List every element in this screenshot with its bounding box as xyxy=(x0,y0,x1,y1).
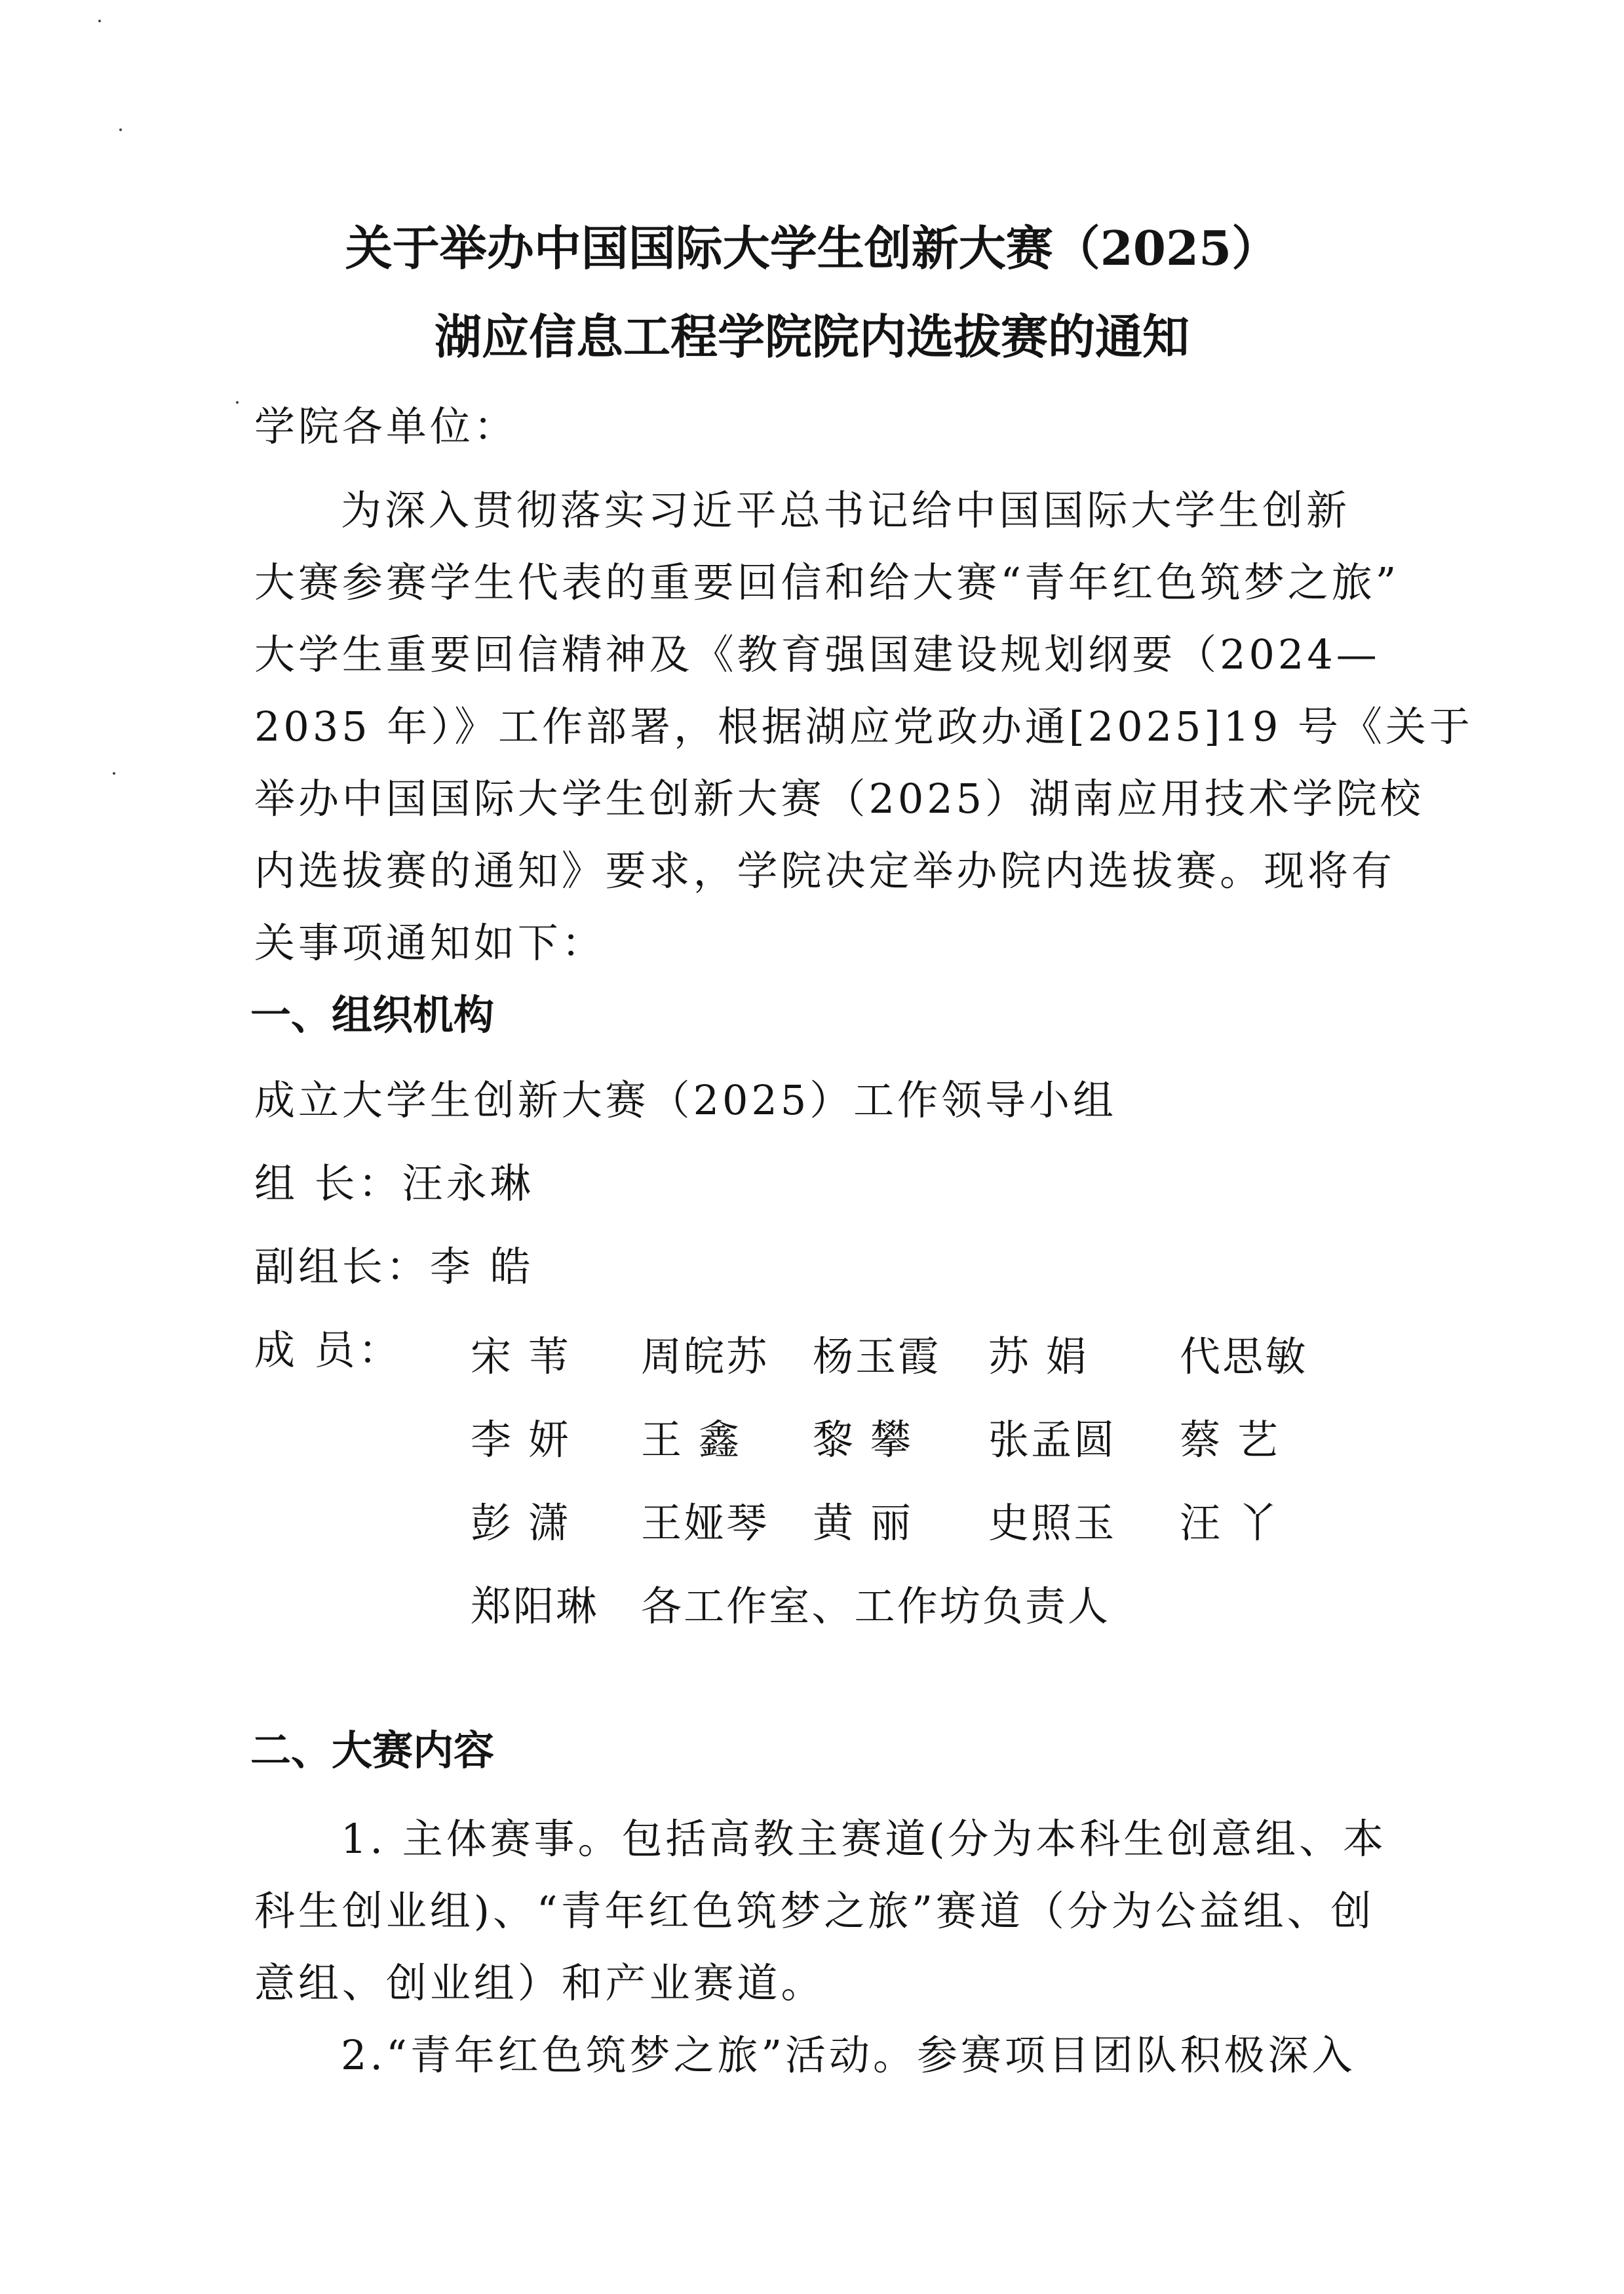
intro-line: 举办中国国际大学生创新大赛（2025）湖南应用技术学院校 xyxy=(254,775,1424,823)
member-name: 代思敏 xyxy=(1180,1332,1308,1380)
member-name: 宋 苇 xyxy=(471,1332,571,1380)
intro-line: 2035 年）》工作部署，根据湖应党政办通[2025]19 号《关于 xyxy=(254,703,1473,750)
scan-speck xyxy=(98,20,101,22)
member-name: 李 妍 xyxy=(471,1416,571,1464)
member-name: 王 鑫 xyxy=(641,1416,742,1464)
salutation: 学院各单位： xyxy=(254,402,518,450)
intro-line: 为深入贯彻落实习近平总书记给中国国际大学生创新 xyxy=(341,486,1351,534)
content-line: 意组、创业组）和产业赛道。 xyxy=(254,1959,825,2007)
section-heading-organization: 一、组织机构 xyxy=(250,991,495,1039)
member-name: 汪 丫 xyxy=(1180,1499,1281,1547)
intro-line: 关事项通知如下： xyxy=(254,919,606,967)
member-name: 王娅琴 xyxy=(641,1499,769,1547)
member-name: 张孟圆 xyxy=(988,1416,1117,1464)
member-name: 郑阳琳 xyxy=(471,1582,599,1630)
group-leader: 组 长：汪永琳 xyxy=(254,1159,534,1207)
member-name: 周皖苏 xyxy=(641,1332,769,1380)
deputy-leader: 副组长：李 皓 xyxy=(254,1243,534,1291)
member-name: 黄 丽 xyxy=(813,1499,914,1547)
scan-speck xyxy=(236,401,239,404)
member-name: 彭 潇 xyxy=(471,1499,571,1547)
document-title-line-2: 湖应信息工程学院院内选拔赛的通知 xyxy=(434,309,1189,364)
group-line: 成立大学生创新大赛（2025）工作领导小组 xyxy=(254,1076,1117,1124)
member-name: 蔡 艺 xyxy=(1180,1416,1281,1464)
intro-line: 大赛参赛学生代表的重要回信和给大赛“青年红色筑梦之旅” xyxy=(254,558,1400,606)
section-heading-contest-content: 二、大赛内容 xyxy=(250,1726,495,1774)
member-name: 史照玉 xyxy=(988,1499,1117,1547)
scan-speck xyxy=(119,128,122,131)
member-name: 各工作室、工作坊负责人 xyxy=(641,1582,1111,1630)
intro-line: 大学生重要回信精神及《教育强国建设规划纲要（2024— xyxy=(254,631,1380,678)
content-line: 2.“青年红色筑梦之旅”活动。参赛项目团队积极深入 xyxy=(341,2031,1356,2079)
members-label: 成 员： xyxy=(254,1326,402,1374)
member-name: 杨玉霞 xyxy=(813,1332,941,1380)
scan-speck xyxy=(113,772,115,775)
content-line: 1. 主体赛事。包括高教主赛道(分为本科生创意组、本 xyxy=(341,1815,1387,1863)
member-name: 苏 娟 xyxy=(988,1332,1089,1380)
content-line: 科生创业组)、“青年红色筑梦之旅”赛道（分为公益组、创 xyxy=(254,1887,1375,1935)
member-name: 黎 攀 xyxy=(813,1416,914,1464)
document-title-line-1: 关于举办中国国际大学生创新大赛（2025） xyxy=(345,220,1279,276)
intro-line: 内选拔赛的通知》要求，学院决定举办院内选拔赛。现将有 xyxy=(254,847,1395,895)
